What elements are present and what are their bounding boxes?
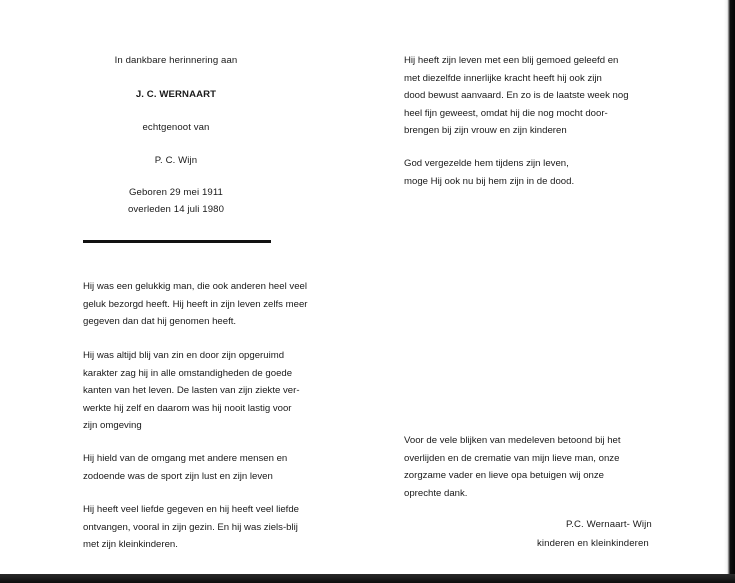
birth-date: Geboren 29 mei 1911 — [129, 187, 223, 198]
text-line: met diezelfde innerlijke kracht heeft hij ook zijn — [404, 72, 602, 84]
relation-text: echtgenoot van — [142, 122, 210, 133]
text-line: Hij was altijd blij van zin en door zijn opgeruimd — [83, 350, 285, 361]
text-line: werkte hij zelf en daarom was hij nooit lastig voor — [83, 402, 292, 414]
scan-edge-bottom — [0, 574, 735, 583]
text-line: Voor de vele blijken van medeleven betoond bij het — [404, 435, 621, 446]
divider-rule — [83, 240, 271, 243]
death-date: overleden 14 juli 1980 — [127, 204, 225, 215]
text-line: moge Hij ook nu bij hem zijn in de dood. — [404, 175, 575, 187]
text-line: zodoende was de sport zijn lust en zijn leven — [83, 470, 273, 482]
text-line: Hij heeft veel liefde gegeven en hij heeft veel liefde — [83, 504, 300, 515]
left-paragraph-2 — [83, 347, 300, 435]
signature-family: kinderen en kleinkinderen — [537, 538, 649, 549]
signature-name: P.C. Wernaart- Wijn — [566, 519, 652, 530]
text-line: Hij was een gelukkig man, die ook anderen heel veel — [83, 281, 307, 292]
text-line: met zijn kleinkinderen. — [83, 539, 178, 550]
text-line: kanten van het leven. De lasten van zijn ziekte ver- — [83, 385, 300, 396]
left-paragraph-3 — [83, 450, 287, 485]
scan-edge-right — [724, 0, 735, 583]
text-line: zorgzame vader en lieve opa betuigen wij onze — [404, 470, 604, 481]
intro-text: In dankbare herinnering aan — [114, 55, 238, 66]
text-line: dood bewust aanvaard. En zo is de laatste week nog — [404, 90, 629, 101]
text-line: ontvangen, vooral in zijn gezin. En hij was ziels-blij — [83, 521, 298, 533]
thanks-paragraph — [404, 432, 621, 502]
text-line: karakter zag hij in alle omstandigheden de goede — [83, 367, 293, 379]
text-line: Hij heeft zijn leven met een blij gemoed geleefd en — [404, 55, 619, 66]
text-line: gegeven dan dat hij genomen heeft. — [83, 316, 237, 327]
text-line: heel fijn geweest, omdat hij die nog mocht door- — [404, 107, 608, 119]
deceased-name: J. C. WERNAART — [135, 89, 217, 100]
text-line: God vergezelde hem tijdens zijn leven, — [404, 158, 569, 169]
text-line: geluk bezorgd heeft. Hij heeft in zijn leven zelfs meer — [83, 298, 308, 310]
spouse-name: P. C. Wijn — [154, 155, 198, 166]
right-paragraph-1 — [404, 52, 629, 140]
text-line: overlijden en de crematie van mijn lieve man, onze — [404, 452, 620, 464]
text-line: brengen bij zijn vrouw en zijn kinderen — [404, 125, 567, 136]
left-paragraph-1 — [83, 278, 308, 331]
text-line: oprechte dank. — [404, 487, 468, 499]
text-line: zijn omgeving — [83, 420, 142, 431]
text-line: Hij hield van de omgang met andere mensen en — [83, 453, 288, 464]
right-paragraph-2 — [404, 155, 574, 190]
left-paragraph-4 — [83, 501, 299, 554]
